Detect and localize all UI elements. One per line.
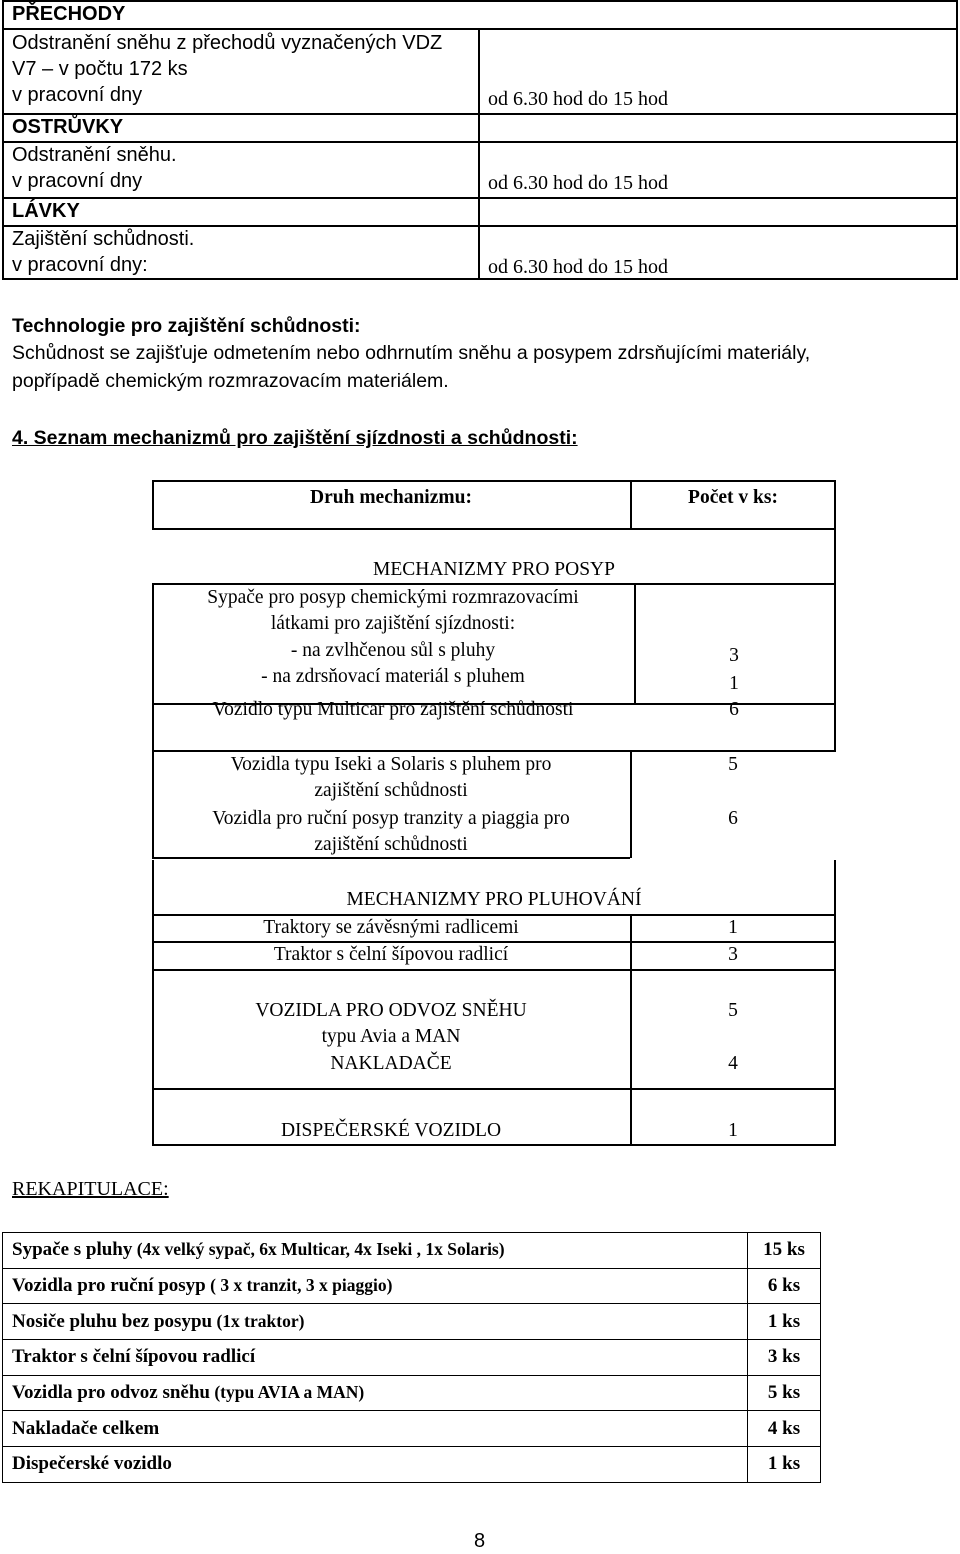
row-line: v pracovní dny	[12, 84, 143, 106]
recap-label: Vozidla pro ruční posyp ( 3 x tranzit, 3 x piaggio)	[3, 1268, 748, 1304]
recap-label: Nosiče pluhu bez posypu (1x traktor)	[3, 1304, 748, 1340]
item-text: Vozidla typu Iseki a Solaris s pluhem pro	[230, 754, 552, 775]
recap-table	[2, 1232, 821, 1483]
table-row	[3, 1233, 821, 1269]
item-text: zajištění schůdnosti	[314, 780, 468, 801]
item-text: Vozidla pro ruční posyp tranzity a piaggia pro	[212, 808, 570, 829]
item-text: látkami pro zajištění sjízdnosti:	[270, 613, 516, 634]
recap-value: 5 ks	[748, 1375, 821, 1411]
group-title-dispecer: DISPEČERSKÉ VOZIDLO	[280, 1120, 502, 1141]
group-title-pluhovani: MECHANIZMY PRO PLUHOVÁNÍ	[346, 889, 642, 910]
table-row	[3, 1340, 821, 1376]
row-title-ostruvky: OSTRŮVKY	[12, 116, 124, 138]
item-text: typu Avia a MAN	[321, 1026, 461, 1047]
recap-value: 1 ks	[748, 1304, 821, 1340]
recap-label: Traktor s čelní šípovou radlicí	[3, 1340, 748, 1376]
recap-label: Sypače s pluhy (4x velký sypač, 6x Multicar, 4x Iseki , 1x Solaris)	[3, 1233, 748, 1269]
row-line: v pracovní dny:	[12, 254, 148, 276]
column-header-type: Druh mechanizmu:	[310, 487, 472, 508]
row-line: V7 – v počtu 172 ks	[12, 58, 188, 80]
top-table	[2, 0, 957, 280]
technology-text: Schůdnost se zajišťuje odmetením nebo odhrnutím sněhu a posypem zdrsňujícími materiály,	[12, 342, 811, 364]
column-header-count: Počet v ks:	[688, 487, 778, 508]
item-count: 6	[728, 808, 738, 829]
item-count: 5	[728, 1000, 738, 1021]
item-text: Sypače pro posyp chemickými rozmrazovacími	[207, 587, 579, 608]
item-text: Traktor s čelní šípovou radlicí	[273, 944, 509, 965]
row-line: Odstranění sněhu z přechodů vyznačených VDZ	[12, 32, 443, 54]
table-row	[3, 1268, 821, 1304]
item-count: 6	[729, 699, 739, 720]
row-time: od 6.30 hod do 15 hod	[488, 88, 668, 110]
item-count: 1	[728, 1120, 738, 1141]
recap-label: Nakladače celkem	[3, 1411, 748, 1447]
item-count: 3	[729, 645, 739, 666]
recap-value: 3 ks	[748, 1340, 821, 1376]
row-title-lavky: LÁVKY	[12, 200, 80, 222]
table-row	[3, 1375, 821, 1411]
recap-value: 4 ks	[748, 1411, 821, 1447]
group-title-odvoz: VOZIDLA PRO ODVOZ SNĚHU	[255, 1000, 527, 1021]
recap-label: Vozidla pro odvoz sněhu (typu AVIA a MAN)	[3, 1375, 748, 1411]
section-heading: 4. Seznam mechanizmů pro zajištění sjízdnosti a schůdnosti:	[12, 427, 578, 449]
row-line: v pracovní dny	[12, 170, 143, 192]
row-title-prechody: PŘECHODY	[12, 3, 126, 25]
mechanism-table	[152, 480, 836, 1146]
technology-text: popřípadě chemickým rozmrazovacím materiálem.	[12, 370, 449, 392]
table-row	[3, 1411, 821, 1447]
table-row	[3, 1304, 821, 1340]
item-text: Vozidlo typu Multicar pro zajištění schůdnosti	[212, 699, 574, 720]
recap-value: 1 ks	[748, 1447, 821, 1483]
page-number: 8	[474, 1530, 486, 1552]
item-count: 5	[728, 754, 738, 775]
item-text: zajištění schůdnosti	[314, 834, 468, 855]
row-time: od 6.30 hod do 15 hod	[488, 172, 668, 194]
technology-title: Technologie pro zajištění schůdnosti:	[12, 315, 361, 337]
recap-label: Dispečerské vozidlo	[3, 1447, 748, 1483]
item-text: - na zvlhčenou sůl s pluhy	[290, 640, 496, 661]
recap-value: 6 ks	[748, 1268, 821, 1304]
item-count: 1	[729, 673, 739, 694]
group-title-posyp: MECHANIZMY PRO POSYP	[373, 559, 615, 580]
item-text: Traktory se závěsnými radlicemi	[263, 917, 519, 938]
row-line: Zajištění schůdnosti.	[12, 228, 195, 250]
row-line: Odstranění sněhu.	[12, 144, 177, 166]
group-title-nakladace: NAKLADAČE	[330, 1053, 452, 1074]
item-count: 3	[728, 944, 738, 965]
item-text: - na zdrsňovací materiál s pluhem	[261, 666, 525, 687]
row-time: od 6.30 hod do 15 hod	[488, 256, 668, 278]
recap-value: 15 ks	[748, 1233, 821, 1269]
table-row	[3, 1447, 821, 1483]
item-count: 1	[728, 917, 738, 938]
recap-heading: REKAPITULACE:	[12, 1178, 169, 1200]
item-count: 4	[728, 1053, 738, 1074]
